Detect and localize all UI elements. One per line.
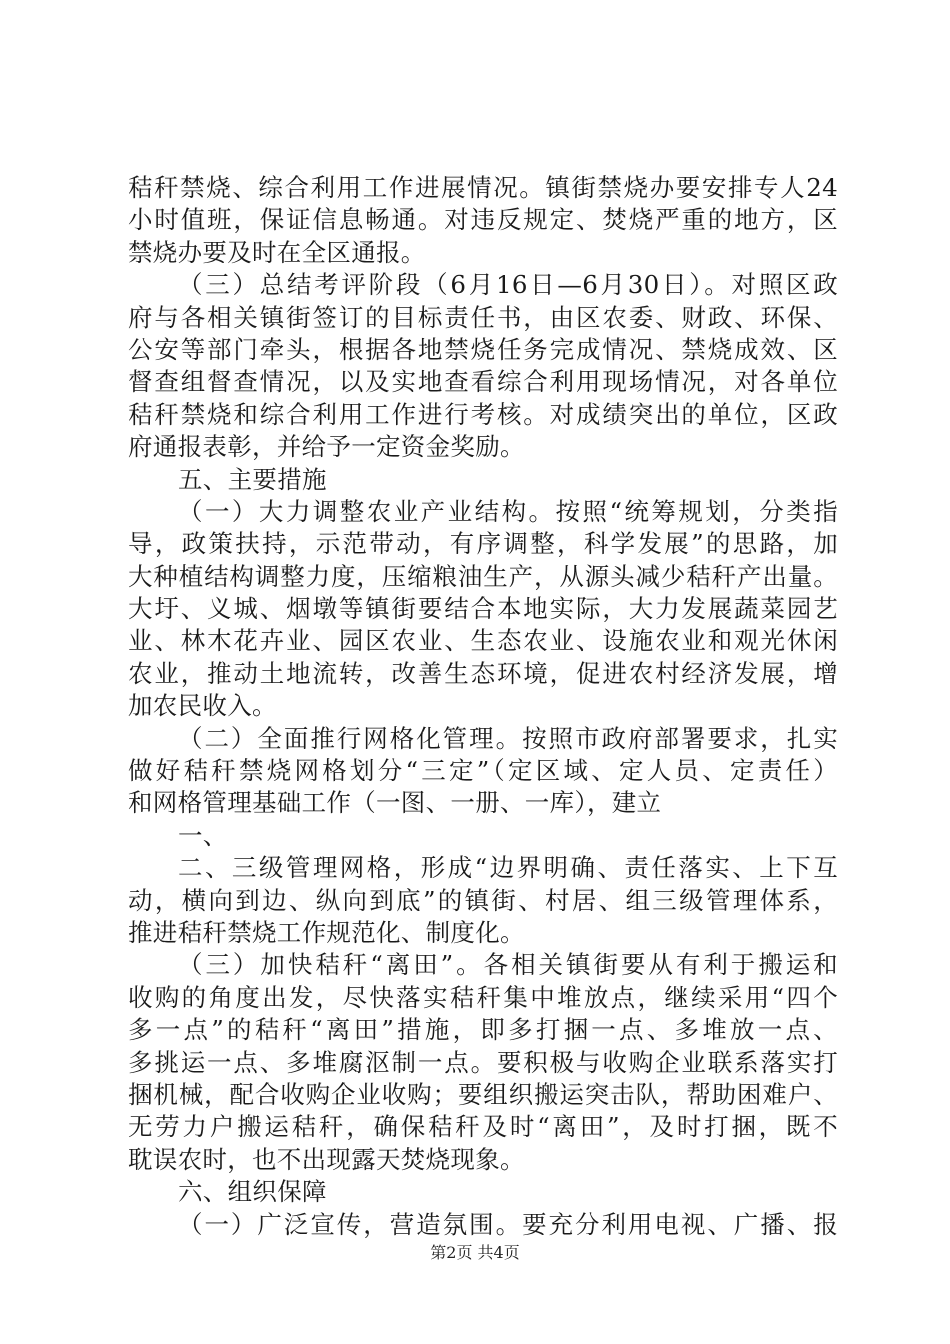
text-line: 五、主要措施: [178, 464, 327, 494]
text-line: 做好秸秆禁烧网格划分“三定”（定区域、定人员、定责任）: [128, 756, 838, 786]
text-line: （三）总结考评阶段（6月16日—6月30日）。对照区政: [178, 270, 838, 300]
text-line: （三）加快秸秆“离田”。各相关镇街要从有利于搬运和: [178, 950, 838, 980]
text-line: 多挑运一点、多堆腐沤制一点。要积极与收购企业联系落实打: [128, 1047, 838, 1077]
text-line: （一）大力调整农业产业结构。按照“统筹规划，分类指: [178, 496, 838, 526]
page-footer: 第2页 共4页: [430, 1243, 520, 1262]
text-line: 大种植结构调整力度，压缩粮油生产，从源头减少秸秆产出量。: [128, 561, 838, 591]
text-line: 禁烧办要及时在全区通报。: [128, 237, 426, 267]
text-line: （一）广泛宣传，营造氛围。要充分利用电视、广播、报: [178, 1209, 838, 1239]
text-line: 推进秸秆禁烧工作规范化、制度化。: [128, 917, 525, 947]
text-line: 二、三级管理网格，形成“边界明确、责任落实、上下互: [178, 853, 838, 883]
text-line: 大圩、义城、烟墩等镇街要结合本地实际，大力发展蔬菜园艺: [128, 594, 838, 624]
text-line: 捆机械，配合收购企业收购；要组织搬运突击队，帮助困难户、: [128, 1079, 838, 1109]
text-line: 农业，推动土地流转，改善生态环境，促进农村经济发展，增: [128, 658, 838, 688]
text-line: 府通报表彰，并给予一定资金奖励。: [128, 432, 525, 462]
text-line: 督查组督查情况，以及实地查看综合利用现场情况，对各单位: [128, 367, 838, 397]
text-line: 无劳力户搬运秸秆，确保秸秆及时“离田”，及时打捆，既不: [128, 1112, 838, 1142]
text-line: 秸秆禁烧、综合利用工作进展情况。镇街禁烧办要安排专人24: [128, 173, 838, 202]
text-line: 导，政策扶持，示范带动，有序调整，科学发展”的思路，加: [128, 529, 838, 559]
text-line: 动，横向到边、纵向到底”的镇街、村居、组三级管理体系，: [128, 885, 838, 915]
text-line: 府与各相关镇街签订的目标责任书，由区农委、财政、环保、: [128, 302, 838, 332]
text-line: 加农民收入。: [128, 691, 277, 721]
text-line: 一、: [178, 820, 228, 850]
text-line: 耽误农时，也不出现露天焚烧现象。: [128, 1144, 525, 1174]
text-line: 收购的角度出发，尽快落实秸秆集中堆放点，继续采用“四个: [128, 982, 838, 1012]
text-line: 和网格管理基础工作（一图、一册、一库），建立: [128, 788, 662, 818]
document-body: [128, 172, 838, 1241]
text-line: 秸秆禁烧和综合利用工作进行考核。对成绩突出的单位，区政: [128, 399, 838, 429]
text-line: （二）全面推行网格化管理。按照市政府部署要求，扎实: [178, 723, 838, 753]
text-line: 多一点”的秸秆“离田”措施，即多打捆一点、多堆放一点、: [128, 1015, 838, 1045]
text-line: 六、组织保障: [178, 1177, 327, 1207]
text-line: 公安等部门牵头，根据各地禁烧任务完成情况、禁烧成效、区: [128, 334, 838, 364]
text-line: 小时值班，保证信息畅通。对违反规定、焚烧严重的地方，区: [128, 205, 838, 235]
text-line: 业、林木花卉业、园区农业、生态农业、设施农业和观光休闲: [128, 626, 838, 656]
